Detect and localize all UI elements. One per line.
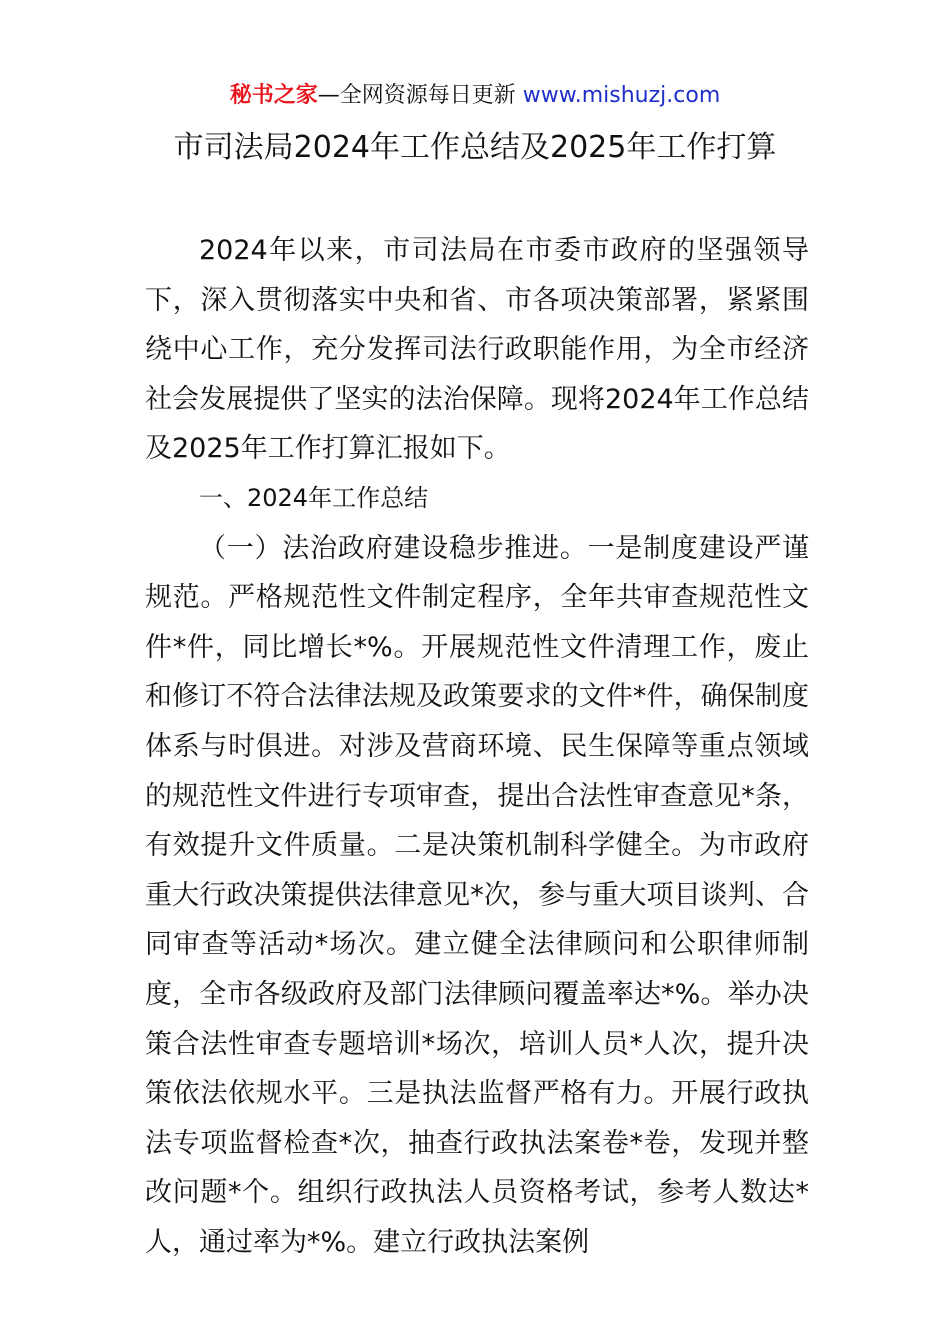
banner-tagline: —全网资源每日更新 [317, 83, 516, 108]
section-heading: 一、2024年工作总结 [199, 483, 429, 512]
body-paragraph: （一）法治政府建设稳步推进。一是制度建设严谨规范。严格规范性文件制定程序，全年共审查规范性文件*件，同比增长*%。开展规范性文件清理工作，废止和修订不符合法律法规及政策要求的文件*件，确保制度体系与时俱进。对涉及营商环境、民生保障等重点领域的规范性文件进行专项审查，提出合法性审查意见*条，有效提升文件质量。二是决策机制科学健全。为市政府重大行政决策提供法律意见*次，参与重大项目谈判、合同审查等活动*场次。建立健全法律顾问和公职律师制度，全市各级政府及部门法律顾问覆盖率达*%。举办决策合法性审查专题培训*场次，培训人员*人次，提升决策依法依规水平。三是执法监督严格有力。开展行政执法专项监督检查*次，抽查行政执法案卷*卷，发现并整改问题*个。组织行政执法人员资格考试，参考人数达*人，通过率为*%。建立行政执法案例 [145, 532, 809, 1258]
brand-name: 秘书之家 [229, 83, 318, 108]
intro-paragraph: 2024年以来，市司法局在市委市政府的坚强领导下，深入贯彻落实中央和省、市各项决策部署，紧紧围绕中心工作，充分发挥司法行政职能作用，为全市经济社会发展提供了坚实的法治保障。现将2024年工作总结及2025年工作打算汇报如下。 [145, 235, 809, 465]
site-banner [0, 80, 950, 112]
site-url-link[interactable]: www.mishuzj.com [522, 83, 721, 108]
document-title: 市司法局2024年工作总结及2025年工作打算 [173, 130, 777, 165]
document-body [145, 226, 809, 1267]
